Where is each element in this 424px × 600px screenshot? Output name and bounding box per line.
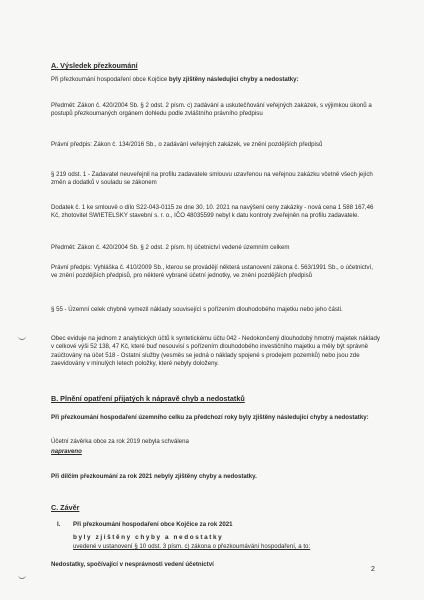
section-a-intro [51,76,381,84]
punch-hole-mark-bottom [18,574,26,579]
paragraph-219: § 219 odst. 1 - Zadavatel neuveřejnil na profilu zadavatele smlouvu uzavřenou na veřejnou zakázku včetně všech jejích změn a dodatků v souladu se zákonem [51,171,373,187]
intro-bold: byly zjištěny následující chyby a nedostatky: [168,76,299,83]
paragraph-obec-eviduje: Obec eviduje na jednom z analytických účtů k syntetickému účtu 042 - Nedokončený dlouhodobý hmotný majetek náklady v celkové výši 52 138, 47 Kč, které buď nesouvisí s pořízením dlouhodobého investičního majetku a měly být správně zaúčtovány na účet 518 - Ostatní služby (vesměs se jedná o náklady spojené s prodejem pozemků) nebo jsou zde zaevidovány v minulých letech položky, které nebyly doloženy. [51,335,380,368]
zjisteny-chyby: byly zjištěny chyby a nedostatky [73,534,224,541]
page-number: 2 [371,566,375,573]
intro-plain: Při přezkoumání hospodaření obce Kojčice [51,76,169,83]
section-c-heading: C. Závěr [51,503,80,512]
paragraph-pravni-predpis-1: Právní předpis: Zákon č. 134/2016 Sb., o zadávání veřejných zakázek, ve znění pozdějších předpisů [51,141,323,148]
punch-hole-mark-top [18,335,26,340]
paragraph-55: § 55 - Územní celek chybně vymezil náklady související s pořízením dlouhodobého majetku nebo jeho části. [51,306,343,313]
paragraph-predmet-2: Předmět: Zákon č. 420/2004 Sb. § 2 odst. 2 písm. h) účetnictví vedené územním celkem [51,244,290,251]
paragraph-pravni-predpis-2: Právní předpis: Vyhláška č. 410/2009 Sb., kterou se provádějí některá ustanovení zákona č. 563/1991 Sb., o účetnictví, ve znění pozdějších předpisů, pro některé vybrané účetní jednotky, ve znění pozdějších předpisů [51,264,373,280]
paragraph-predmet-1: Předmět: Zákon č. 420/2004 Sb. § 2 odst. 2 písm. c) zadávání a uskutečňování veřejných zakázek, s výjimkou úkonů a postupů přezkoumaných orgánem dohledu podle zvláštního právního předpisu [51,102,372,118]
paragraph-dodatek: Dodatek č. 1 ke smlouvě o dílo S22-043-0115 ze dne 30. 10. 2021 na navýšení ceny zakázky - nová cena 1 588 167,46 Kč, zhotovitel SWIETELSKY stavební s. r. o., IČO 48035599 nebyl k datu kontroly zveřejněn na profilu zadavatele. [51,204,374,220]
item-marker: I. [57,521,61,528]
nedostatky-ucetnictvi: Nedostatky, spočívající v nesprávnosti vedení účetnictví [51,561,214,568]
section-b-heading: B. Plnění opatření přijatých k nápravě chyb a nedostatků [51,394,245,403]
zaver-item-text: Při přezkoumání hospodaření obce Kojčice za rok 2021 [73,521,233,528]
napraveno-label: napraveno [51,448,82,455]
dilci-prezkoumani: Při dílčím přezkoumání za rok 2021 nebyly zjištěny chyby a nedostatky. [51,473,257,480]
ustanoveni-underline: uvedené v ustanovení § 10 odst. 3 písm. c) zákona o přezkoumávání hospodaření, a to: [73,543,311,550]
section-a-heading: A. Výsledek přezkoumání [51,61,138,70]
section-b-intro: Při přezkoumání hospodaření územního celku za předchozí roky byly zjištěny následující chyby a nedostatky: [51,414,369,421]
ucetni-zaverka: Účetní závěrka obce za rok 2019 nebyla schválena [51,438,189,445]
